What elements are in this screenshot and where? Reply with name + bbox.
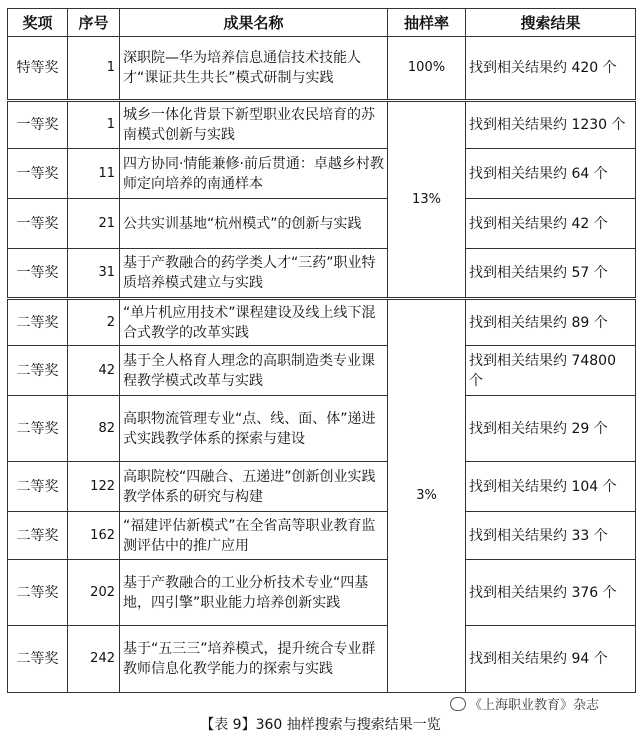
table-row [8,199,636,249]
sampling-rate-cell: 100% [388,37,466,101]
watermark [448,694,601,713]
achievement-name-cell: 基于全人格育人理念的高职制造类专业课程教学模式改革与实践 [120,346,388,396]
achievement-name-cell: 基于产教融合的工业分析技术专业“四基地，四引擎”职业能力培养创新实践 [120,560,388,626]
search-result-cell: 找到相关结果约 57 个 [466,249,636,299]
table-header-row [8,9,636,37]
table-caption: 【表 9】360 抽样搜索与搜索结果一览 [200,717,441,733]
seq-cell: 242 [68,626,120,693]
table-row [8,101,636,149]
search-result-cell: 找到相关结果约 420 个 [466,37,636,101]
award-cell: 一等奖 [8,149,68,199]
seq-cell: 82 [68,396,120,462]
seq-cell: 21 [68,199,120,249]
search-result-cell: 找到相关结果约 74800 个 [466,346,636,396]
table-row [8,37,636,101]
achievement-name-cell: 基于“五三三”培养模式，提升统合专业群教师信息化教学能力的探索与实践 [120,626,388,693]
award-cell: 二等奖 [8,560,68,626]
seq-cell: 42 [68,346,120,396]
seq-cell: 31 [68,249,120,299]
award-cell: 二等奖 [8,462,68,512]
search-result-cell: 找到相关结果约 1230 个 [466,101,636,149]
award-cell: 一等奖 [8,101,68,149]
search-result-cell: 找到相关结果约 376 个 [466,560,636,626]
table-row [8,149,636,199]
table-row [8,249,636,299]
sampling-rate-cell: 13% [388,101,466,299]
award-cell: 二等奖 [8,396,68,462]
sampling-rate-cell: 3% [388,299,466,693]
search-result-cell: 找到相关结果约 42 个 [466,199,636,249]
seq-cell: 2 [68,299,120,346]
award-cell: 一等奖 [8,199,68,249]
wechat-icon [450,697,466,711]
table-row [8,346,636,396]
table-row [8,462,636,512]
seq-cell: 1 [68,101,120,149]
achievement-name-cell: 公共实训基地“杭州模式”的创新与实践 [120,199,388,249]
seq-cell: 122 [68,462,120,512]
seq-cell: 202 [68,560,120,626]
header-rate: 抽样率 [388,9,466,37]
seq-cell: 162 [68,512,120,560]
table-row [8,560,636,626]
search-result-cell: 找到相关结果约 64 个 [466,149,636,199]
achievement-name-cell: 高职院校“四融合、五递进”创新创业实践教学体系的研究与构建 [120,462,388,512]
seq-cell: 11 [68,149,120,199]
search-result-cell: 找到相关结果约 33 个 [466,512,636,560]
achievement-name-cell: 高职物流管理专业“点、线、面、体”递进式实践教学体系的探索与建设 [120,396,388,462]
header-seq: 序号 [68,9,120,37]
seq-cell: 1 [68,37,120,101]
watermark-text: 《上海职业教育》杂志 [469,698,600,713]
achievement-name-cell: 基于产教融合的药学类人才“三药”职业特质培养模式建立与实践 [120,249,388,299]
achievement-name-cell: “福建评估新模式”在全省高等职业教育监测评估中的推广应用 [120,512,388,560]
achievement-name-cell: “单片机应用技术”课程建设及线上线下混合式教学的改革实践 [120,299,388,346]
table-row [8,299,636,346]
sampling-results-table [7,8,636,693]
award-cell: 一等奖 [8,249,68,299]
table-row [8,626,636,693]
award-cell: 二等奖 [8,512,68,560]
search-result-cell: 找到相关结果约 29 个 [466,396,636,462]
achievement-name-cell: 城乡一体化背景下新型职业农民培育的苏南模式创新与实践 [120,101,388,149]
header-result: 搜索结果 [466,9,636,37]
search-result-cell: 找到相关结果约 89 个 [466,299,636,346]
table-row [8,396,636,462]
search-result-cell: 找到相关结果约 104 个 [466,462,636,512]
award-cell: 特等奖 [8,37,68,101]
header-name: 成果名称 [120,9,388,37]
achievement-name-cell: 四方协同·情能兼修·前后贯通：卓越乡村教师定向培养的南通样本 [120,149,388,199]
header-award: 奖项 [8,9,68,37]
search-result-cell: 找到相关结果约 94 个 [466,626,636,693]
award-cell: 二等奖 [8,626,68,693]
award-cell: 二等奖 [8,299,68,346]
award-cell: 二等奖 [8,346,68,396]
table-row [8,512,636,560]
achievement-name-cell: 深职院—华为培养信息通信技术技能人才“课证共生共长”模式研制与实践 [120,37,388,101]
